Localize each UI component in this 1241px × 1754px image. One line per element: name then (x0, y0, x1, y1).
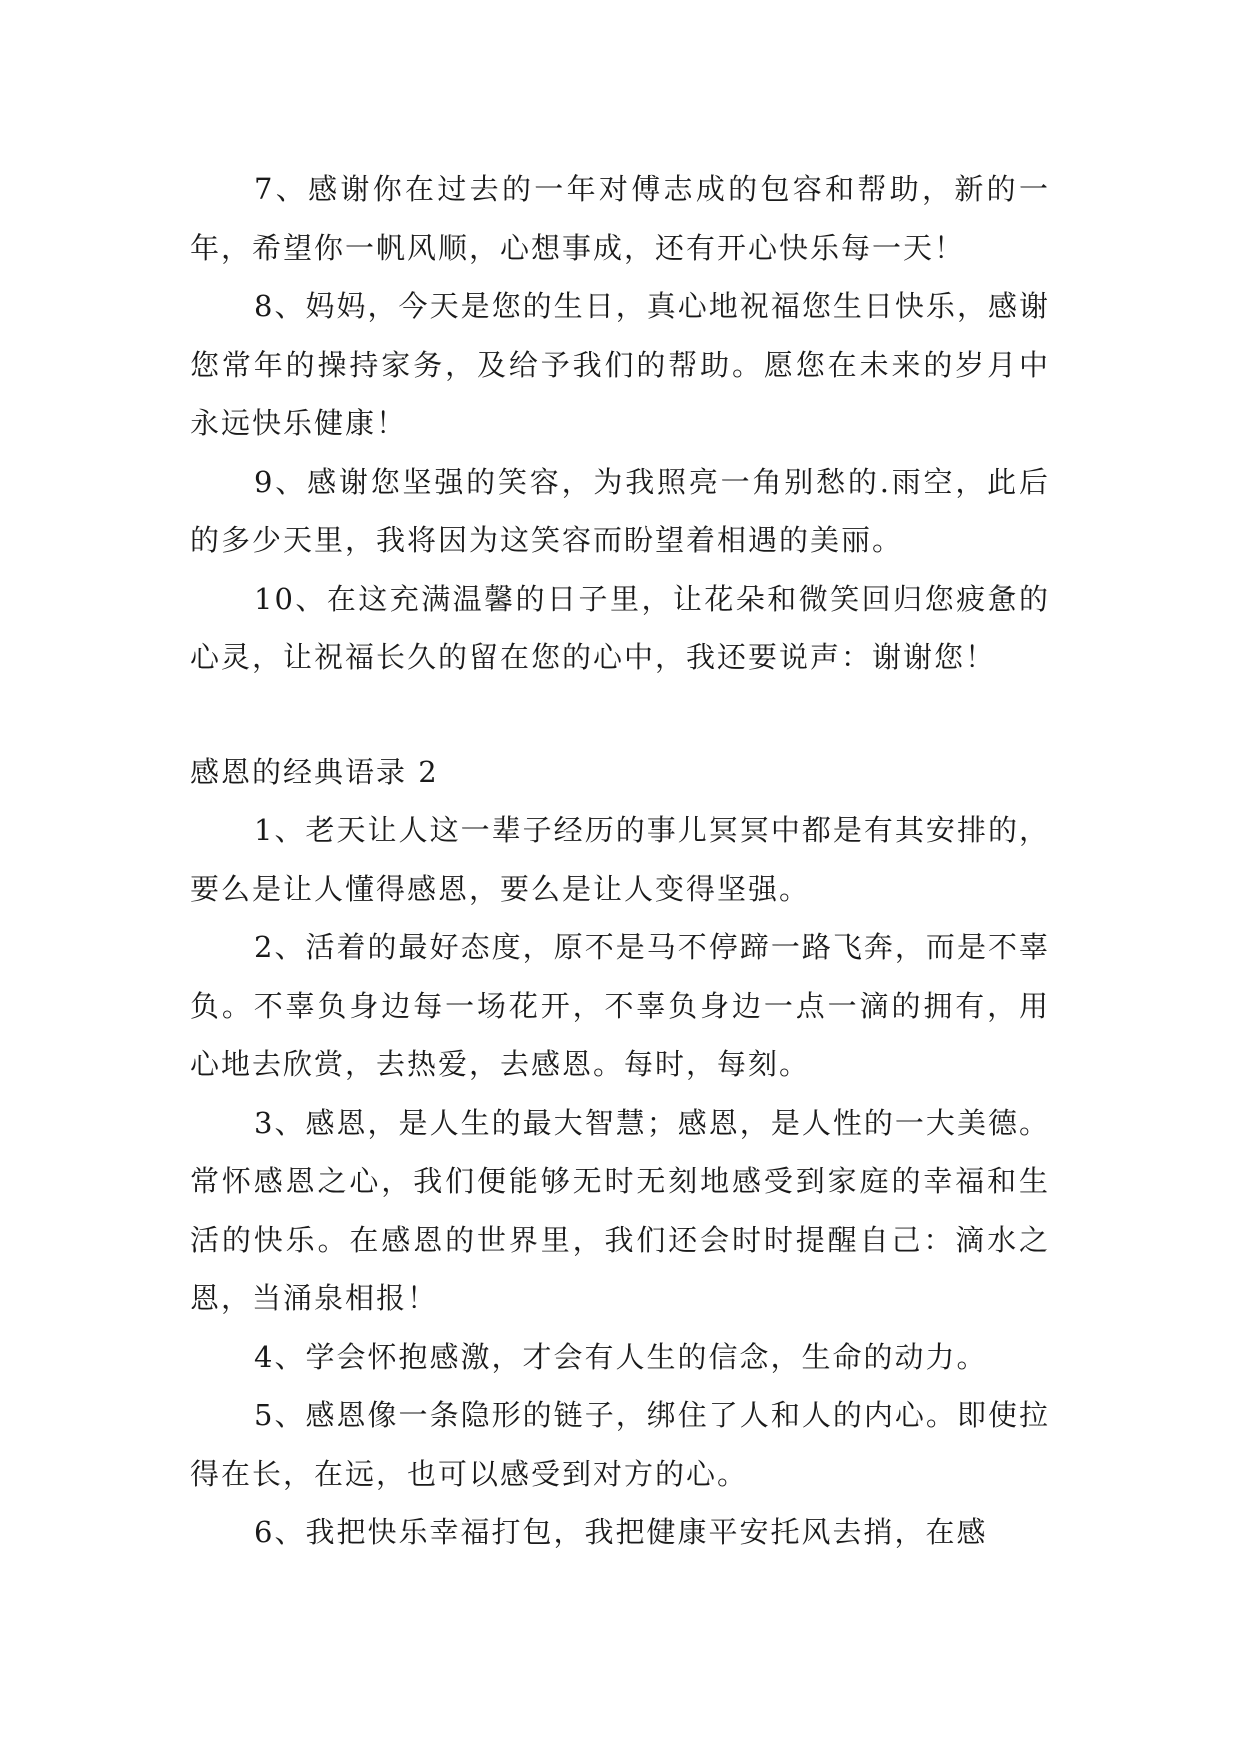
quote-paragraph-9: 9、感谢您坚强的笑容，为我照亮一角别愁的.雨空，此后的多少天里，我将因为这笑容而盼望着相遇的美丽。 (190, 464, 1050, 557)
quote-paragraph-3: 3、感恩，是人生的最大智慧；感恩，是人性的一大美德。常怀感恩之心，我们便能够无时无刻地感受到家庭的幸福和生活的快乐。在感恩的世界里，我们还会时时提醒自己：滴水之恩，当涌泉相报！ (190, 1105, 1050, 1315)
quote-paragraph-7: 7、感谢你在过去的一年对傅志成的包容和帮助，新的一年，希望你一帆风顺，心想事成，还有开心快乐每一天！ (190, 172, 1050, 265)
document-body (190, 160, 1050, 1562)
quote-paragraph-2: 2、活着的最好态度，原不是马不停蹄一路飞奔，而是不辜负。不辜负身边每一场花开，不辜负身边一点一滴的拥有，用心地去欣赏，去热爱，去感恩。每时，每刻。 (190, 930, 1050, 1081)
quote-paragraph-10: 10、在这充满温馨的日子里，让花朵和微笑回归您疲惫的心灵，让祝福长久的留在您的心中，我还要说声：谢谢您！ (190, 581, 1050, 674)
quote-paragraph-8: 8、妈妈，今天是您的生日，真心地祝福您生日快乐，感谢您常年的操持家务，及给予我们的帮助。愿您在未来的岁月中永远快乐健康！ (190, 289, 1050, 440)
quote-paragraph-5: 5、感恩像一条隐形的链子，绑住了人和人的内心。即使拉得在长，在远，也可以感受到对方的心。 (190, 1398, 1050, 1491)
section-title: 感恩的经典语录 2 (190, 754, 439, 789)
quote-paragraph-6: 6、我把快乐幸福打包，我把健康平安托风去捎，在感 (254, 1515, 988, 1549)
quote-paragraph-1: 1、老天让人这一辈子经历的事儿冥冥中都是有其安排的，要么是让人懂得感恩，要么是让人变得坚强。 (190, 813, 1050, 906)
quote-paragraph-4: 4、学会怀抱感激，才会有人生的信念，生命的动力。 (254, 1339, 988, 1374)
